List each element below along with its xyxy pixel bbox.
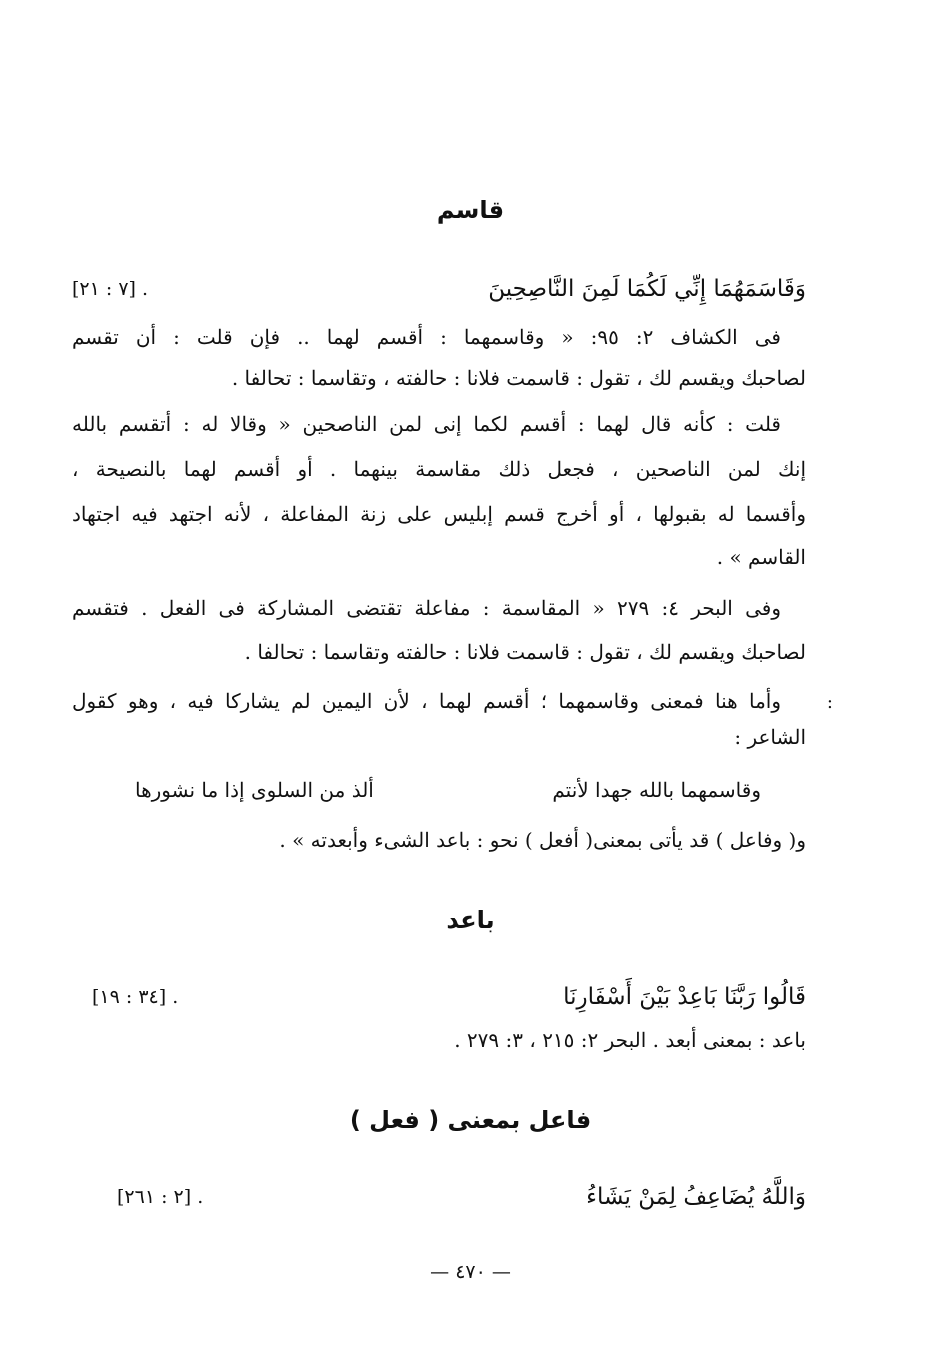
poem-verse	[135, 775, 761, 805]
paragraph-line: لصاحبك ويقسم لك ، تقول : قاسمت فلانا : حالفته وتقاسما : تحالفا .	[244, 640, 806, 664]
section-title-fa3il: فاعل بمعنى ( فعل )	[349, 1106, 592, 1134]
quran-verse: وَاللَّهُ يُضَاعِفُ لِمَنْ يَشَاءُ	[586, 1184, 806, 1210]
paragraph-line: وأما هنا فمعنى وقاسمهما ؛ أقسم لهما ، لأن اليمين لم يشاركا فيه ، وهو كقول	[72, 689, 781, 713]
poem-second-hemistich: ألذ من السلوى إذا ما نشورها	[135, 778, 374, 802]
verse-reference: . [٣٤ : ١٩]	[92, 986, 179, 1008]
paragraph-line: الشاعر :	[734, 725, 806, 749]
paragraph-line: باعد : بمعنى أبعد . البحر ٢: ٢١٥ ، ٣: ٢٧٩ .	[454, 1028, 806, 1052]
verse-reference: . [٧ : ٢١]	[72, 278, 149, 300]
paragraph-line: فى الكشاف ٢: ٩٥: « وقاسمهما : أقسم لهما .. فإن قلت : أن تقسم	[72, 325, 781, 349]
section-title-qasim: قاسم	[436, 196, 505, 224]
paragraph-line: لصاحبك ويقسم لك ، تقول : قاسمت فلانا : حالفته ، وتقاسما : تحالفا .	[231, 366, 806, 390]
section-title-baad: باعد	[446, 906, 495, 934]
verse-row-fa3il	[72, 1180, 806, 1214]
poem-first-hemistich: وقاسمهما بالله جهدا لأنتم	[552, 778, 761, 802]
paragraph-line: قلت : كأنه قال لهما : أقسم لكما إنى لمن الناصحين « وقالا له : أتقسم بالله	[72, 412, 781, 436]
paragraph-line: إنك لمن الناصحين ، فجعل ذلك مقاسمة بينهما . أو أقسم لهما بالنصيحة ،	[72, 457, 806, 481]
paragraph-line: القاسم » .	[716, 545, 806, 569]
paragraph-line: وفى البحر ٤: ٢٧٩ « المقاسمة : مفاعلة تقتضى المشاركة فى الفعل . فتقسم	[72, 596, 781, 620]
quran-verse: قَالُوا رَبَّنَا بَاعِدْ بَيْنَ أَسْفَارِنَا	[563, 984, 806, 1010]
margin-mark: :	[826, 692, 833, 713]
verse-row-baad	[72, 980, 806, 1014]
verse-reference: . [٢ : ٢٦١]	[117, 1186, 204, 1208]
page-number: — ٤٧٠ —	[430, 1261, 511, 1283]
quran-verse: وَقَاسَمَهُمَا إِنِّي لَكُمَا لَمِنَ النَّاصِحِينَ	[488, 276, 806, 302]
verse-row-qasim	[72, 272, 806, 306]
paragraph-line: وأقسما له بقبولها ، أو أخرج قسم إبليس على زنة المفاعلة ، لأنه اجتهد فيه اجتهاد	[72, 502, 806, 526]
paragraph-line: و( وفاعل ) قد يأتى بمعنى( أفعل ) نحو : باعد الشىء وأبعدته » .	[279, 828, 806, 852]
